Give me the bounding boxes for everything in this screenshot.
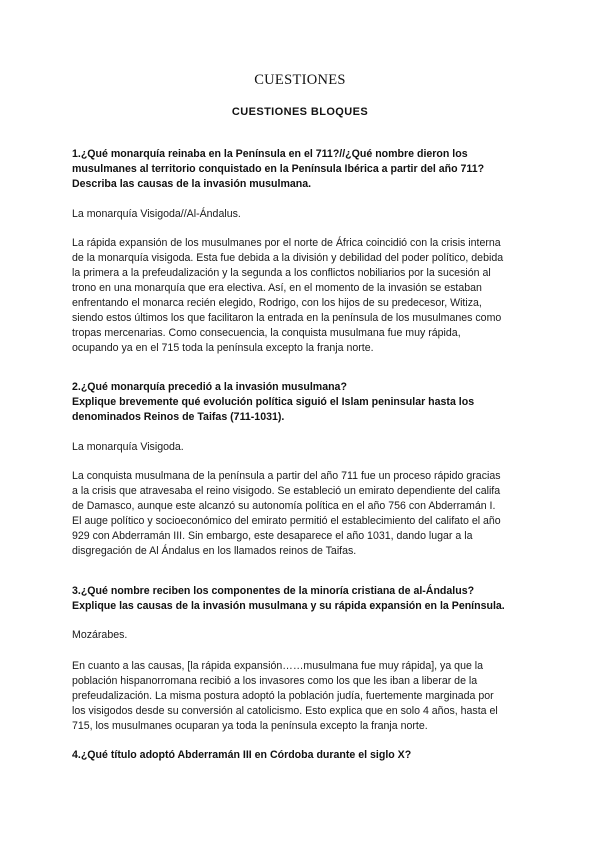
paragraph-line: 929 con Abderramán III. Sin embargo, este desaparece el año 1031, dando lugar a la <box>72 530 473 542</box>
paragraph-line: a la crisis que atravesaba el reino visigodo. Se estableció un emirato dependiente del califa <box>72 485 501 497</box>
question-line: Explique brevemente qué evolución política siguió el Islam peninsular hasta los <box>72 396 475 408</box>
question-line: 3.¿Qué nombre reciben los componentes de la minoría cristiana de al-Ándalus? <box>72 585 475 597</box>
question-2 <box>72 380 542 425</box>
paragraph-line: La rápida expansión de los musulmanes por el norte de África coincidió con la crisis interna <box>72 237 501 249</box>
paragraph-line: El auge político y socioeconómico del emirato permitió el establecimiento del califato el año <box>72 515 501 527</box>
question-line: 1.¿Qué monarquía reinaba en la Península en el 711?//¿Qué nombre dieron los <box>72 148 468 160</box>
paragraph-line: los visigodos desde su conversión al catolicismo. Esto explica que en solo 4 años, hasta el <box>72 705 498 717</box>
answer-1-paragraph <box>72 236 542 356</box>
document-subtitle: CUESTIONES BLOQUES <box>231 106 369 118</box>
answer-2-paragraph <box>72 469 542 559</box>
paragraph-line: 715, los musulmanes ocuparan ya toda la península excepto la franja norte. <box>72 720 428 732</box>
question-3 <box>72 584 542 614</box>
document-title: CUESTIONES <box>254 72 346 88</box>
paragraph-line: disgregación de Al Ándalus en los llamados reinos de Taifas. <box>72 545 357 557</box>
question-line: 2.¿Qué monarquía precedió a la invasión musulmana? <box>72 381 347 393</box>
paragraph-line: siendo estos últimos los que facilitaron la entrada en la península de los musulmanes como <box>72 312 502 324</box>
answer-2-short: La monarquía Visigoda. <box>72 441 184 453</box>
question-4 <box>72 748 542 763</box>
paragraph-line: prefeudalización. La misma postura adoptó la población judía, fuertemente marginada por <box>72 690 494 702</box>
paragraph-line: de Damasco, aunque este alcanzó su autonomía política en el año 756 con Abderramán I. <box>72 500 496 512</box>
answer-1-short: La monarquía Visigoda//Al-Ándalus. <box>72 208 241 220</box>
paragraph-line: En cuanto a las causas, [la rápida expansión……musulmana fue muy rápida], ya que la <box>72 660 484 672</box>
paragraph-line: tropas mercenarias. Como consecuencia, la conquista musulmana fue muy rápida, <box>72 327 461 339</box>
question-line: musulmanes al territorio conquistado en la Península Ibérica a partir del año 711? <box>72 163 485 175</box>
paragraph-line: enfrentando el monarca recién elegido, Rodrigo, con los hijos de su predecesor, Witiza, <box>72 297 482 309</box>
paragraph-line: trono en una monarquía que era electiva. Así, en el momento de la invasión se estaban <box>72 282 482 294</box>
paragraph-line: La conquista musulmana de la península a partir del año 711 fue un proceso rápido gracias <box>72 470 501 482</box>
question-line: 4.¿Qué título adoptó Abderramán III en Córdoba durante el siglo X? <box>72 749 412 761</box>
paragraph-line: de la monarquía visigoda. Esta fue debida a la división y debilidad del poder político, debida <box>72 252 504 264</box>
paragraph-line: ocupando ya en el 715 toda la península excepto la franja norte. <box>72 342 374 354</box>
paragraph-line: la primera a la prefeudalización y la segunda a los conflictos nobiliarios por la sucesión al <box>72 267 491 279</box>
question-line: Describa las causas de la invasión musulmana. <box>72 178 312 190</box>
question-line: Explique las causas de la invasión musulmana y su rápida expansión en la Península. <box>72 600 505 612</box>
answer-3-short: Mozárabes. <box>72 629 128 641</box>
paragraph-line: población hispanorromana recibió a los invasores como los que les iban a liberar de la <box>72 675 478 687</box>
question-1 <box>72 147 542 192</box>
answer-3-paragraph <box>72 659 542 734</box>
question-line: denominados Reinos de Taifas (711-1031). <box>72 411 285 423</box>
